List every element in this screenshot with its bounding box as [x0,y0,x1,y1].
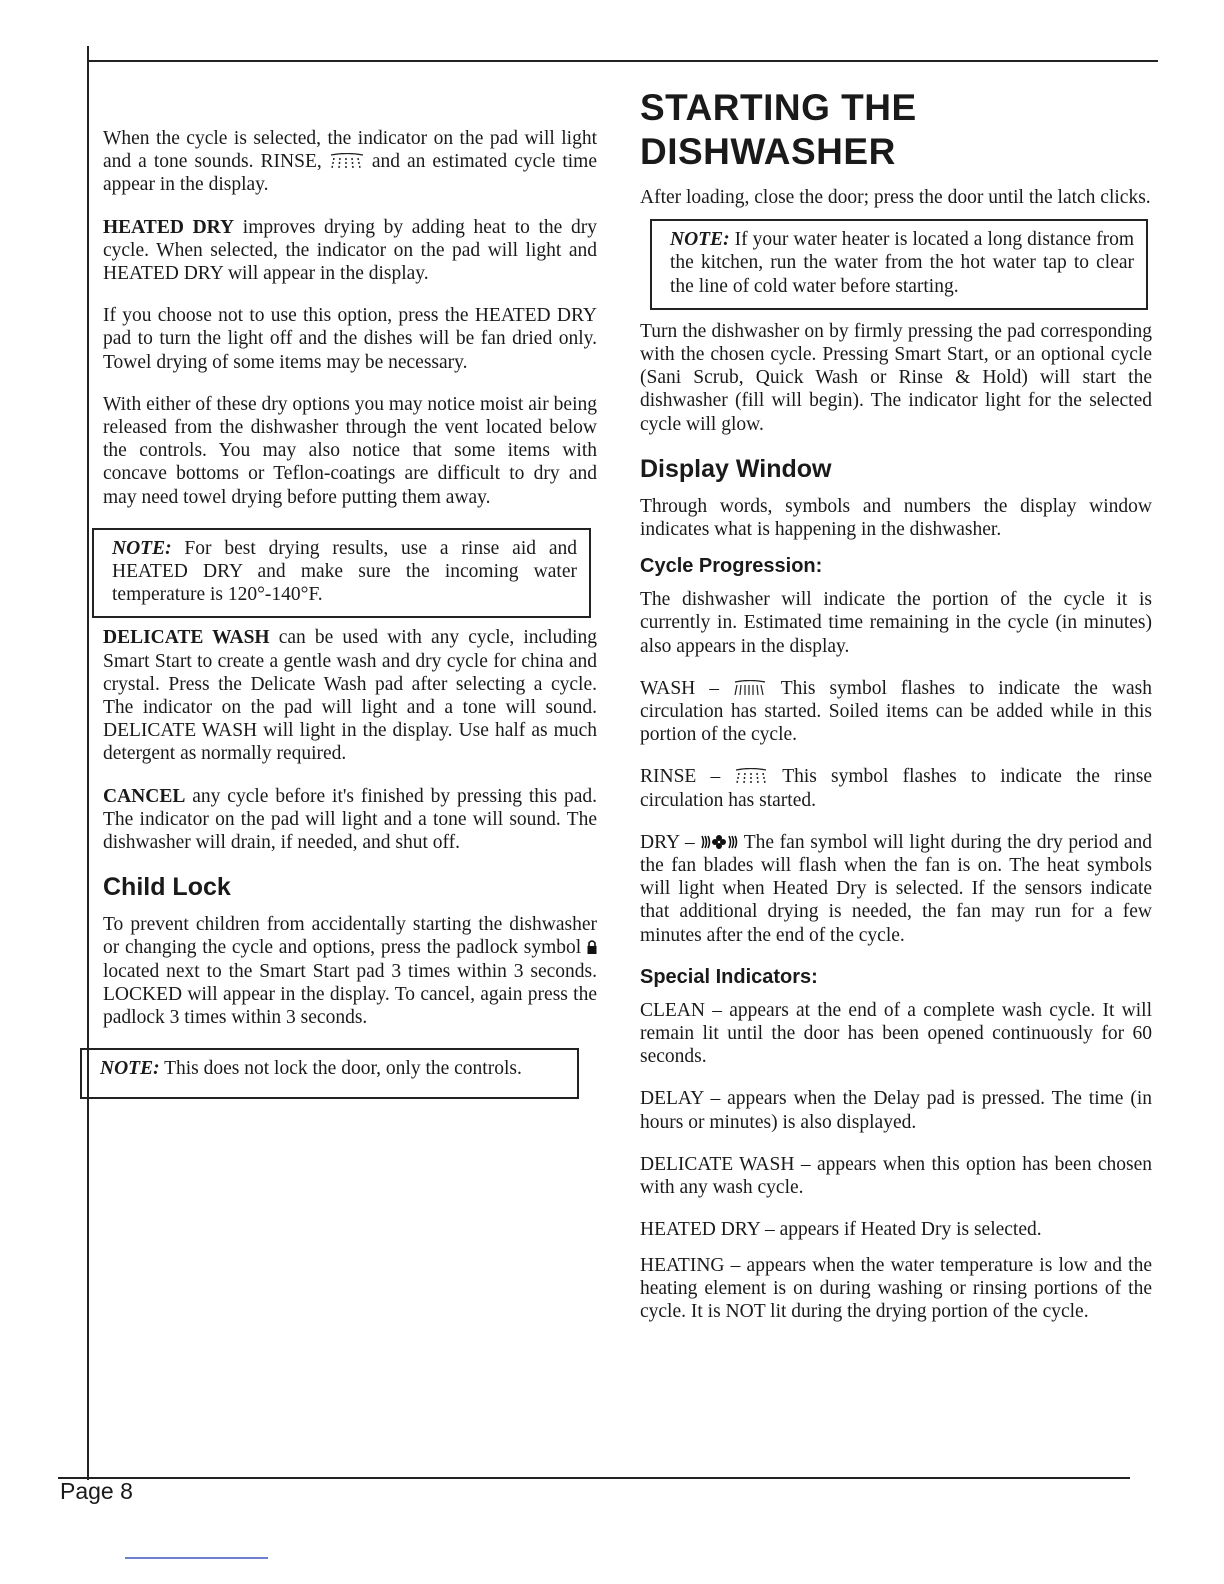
wash-symbol-icon [733,680,767,696]
right-column [640,86,1152,1342]
text: This symbol flashes to indicate the rinse circulation has started. [640,766,1152,811]
note-label: NOTE: [100,1058,160,1080]
text: can be used with any cycle, including Smart Start to create a gentle wash and dry cycle for china and crystal. Press the Delicate Wash pad after selecting a cycle. The indicator on the pad will light and a tone will sound. DELICATE WASH will light in the display. Use half as much detergent as normally required. [103,627,598,765]
text: WASH – [640,677,734,699]
heading-display-window: Display Window [640,454,832,483]
note-text: If your water heater is located a long distance from the kitchen, run the water from the hot water tap to clear the line of cold water before starting. [670,229,1134,297]
paragraph-cycle-progression: The dishwasher will indicate the portion of the cycle it is currently in. Estimated time remaining in the cycle (in minutes) also appears in the display. [640,589,1152,657]
paragraph-after-loading: After loading, close the door; press the door until the latch clicks. [640,187,1151,208]
indicator-clean: CLEAN – appears at the end of a complete wash cycle. It will remain lit until the door has been opened continuously for 60 seconds. [640,999,1152,1068]
heading-child-lock: Child Lock [103,873,231,902]
fan-heat-symbol-icon [700,834,738,850]
page-frame-left-rule [87,46,89,1480]
term: DELICATE WASH [103,627,270,649]
text: located next to the Smart Start pad 3 times within 3 seconds. LOCKED will appear in the display. To cancel, again press the padlock 3 times within 3 seconds. [103,960,597,1029]
note-text: For best drying results, use a rinse aid and HEATED DRY and make sure the incoming water temperature is 120°-140°F. [112,537,577,606]
note-box-water-heater [650,219,1148,310]
text: any cycle before it's finished by pressing this pad. The indicator on the pad will light and a tone will sound. The dishwasher will drain, if needed, and shut off. [103,785,597,854]
note-box-lock [80,1048,579,1098]
term: CANCEL [103,785,186,807]
heading-cycle-progression: Cycle Progression: [640,555,823,578]
indicator-delay: DELAY – appears when the Delay pad is pressed. The time (in hours or minutes) is also displayed. [640,1088,1152,1133]
term: HEATED DRY [103,216,235,238]
paragraph-cycle-selected [103,127,597,197]
padlock-icon [587,939,597,955]
decorative-line [125,1557,268,1559]
page-frame-bottom-rule [58,1477,1130,1479]
paragraph-cancel [103,785,597,855]
note-box-drying [92,528,591,619]
left-column [100,127,598,1107]
rinse-symbol-icon [734,768,768,784]
text: and an estimated cycle time appear in the display. [103,151,598,196]
note-text: This does not lock the door, only the controls. [159,1058,522,1080]
text: This symbol flashes to indicate the wash circulation has started. Soiled items can be added while in this portion of the cycle. [640,677,1152,746]
paragraph-rinse [640,765,1152,811]
section-title: STARTING THE DISHWASHER [640,87,917,172]
page-number: Page 8 [60,1478,133,1504]
paragraph-moist-air: With either of these dry options you may notice moist air being released from the dishwasher through the vent located below the controls. You may also notice that some items with concave bottoms or Teflon-coatings are difficult to dry and may need towel drying before putting them away. [103,393,597,508]
text: To prevent children from accidentally starting the dishwasher or changing the cycle and options, press the padlock symbol [103,914,597,959]
indicator-heated-dry: HEATED DRY – appears if Heated Dry is selected. [640,1219,1042,1241]
page-frame-top-rule [88,60,1158,62]
rinse-symbol-icon [329,153,365,169]
heading-special-indicators: Special Indicators: [640,965,818,988]
text: When the cycle is selected, the indicator on the pad will light and a tone sounds. RINSE, [103,128,597,173]
text: The fan symbol will light during the dry period and the fan blades will flash when the fan is on. The heat symbols will light when Heated Dry is selected. If the sensors indicate that additional drying is needed, the fan may run for a few minutes after the end of the cycle. [640,831,1152,946]
paragraph-turn-on: Turn the dishwasher on by firmly pressing the pad corresponding with the chosen cycle. Pressing Smart Start, or an optional cycle (Sani Scrub, Quick Wash or Rinse & Hold) will start the dishwasher (fill will begin). The indicator light for the selected cycle will glow. [640,320,1152,435]
paragraph-dry [640,831,1152,947]
text: RINSE – [640,766,735,788]
indicator-delicate-wash: DELICATE WASH – appears when this option has been chosen with any wash cycle. [640,1153,1152,1199]
indicator-heating: HEATING – appears when the water temperature is low and the heating element is on during washing or rinsing portions of the cycle. It is NOT lit during the drying portion of the cycle. [640,1254,1152,1322]
text: DRY – [640,831,701,853]
paragraph-heated-dry [103,216,597,286]
note-label: NOTE: [112,537,172,559]
paragraph-heated-dry-off: If you choose not to use this option, press the HEATED DRY pad to turn the light off and the dishes will be fan dried only. Towel drying of some items may be necessary. [103,305,597,373]
note-label: NOTE: [670,229,730,251]
text: improves drying by adding heat to the dry cycle. When selected, the indicator on the pad will light and HEATED DRY will appear in the display. [103,216,597,285]
paragraph-delicate-wash [103,626,597,765]
paragraph-child-lock [103,913,597,1029]
paragraph-display: Through words, symbols and numbers the display window indicates what is happening in the dishwasher. [640,495,1152,541]
paragraph-wash [640,677,1152,747]
